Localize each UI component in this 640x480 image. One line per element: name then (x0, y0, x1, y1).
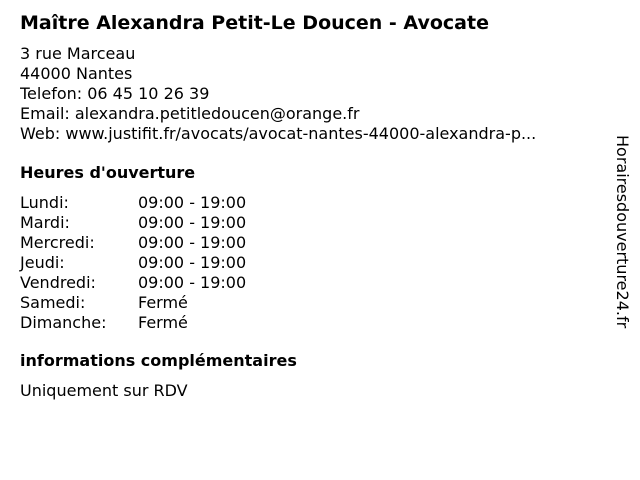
business-title: Maître Alexandra Petit-Le Doucen - Avocate (20, 12, 489, 34)
hours-row-thursday (20, 253, 600, 273)
day-label: Jeudi: (20, 253, 65, 272)
day-label: Mercredi: (20, 233, 95, 252)
website-url: Web: www.justifit.fr/avocats/avocat-nantes-44000-alexandra-p... (20, 124, 537, 143)
day-label: Dimanche: (20, 313, 107, 332)
time-value: 09:00 - 19:00 (138, 253, 247, 272)
day-label: Lundi: (20, 193, 69, 212)
hours-row-monday (20, 193, 600, 213)
time-value: 09:00 - 19:00 (138, 213, 247, 232)
phone-number: Telefon: 06 45 10 26 39 (20, 84, 210, 103)
hours-row-friday (20, 273, 600, 293)
opening-hours-table (20, 193, 600, 333)
time-value: 09:00 - 19:00 (138, 233, 247, 252)
info-heading: informations complémentaires (20, 351, 297, 370)
site-watermark: Horairesdouverture24.fr (613, 135, 632, 329)
time-value: 09:00 - 19:00 (138, 193, 247, 212)
day-label: Mardi: (20, 213, 70, 232)
business-card (20, 10, 600, 401)
time-value: Fermé (138, 293, 188, 312)
day-label: Vendredi: (20, 273, 96, 292)
address-city: 44000 Nantes (20, 64, 133, 83)
address-street: 3 rue Marceau (20, 44, 136, 63)
hours-row-tuesday (20, 213, 600, 233)
hours-row-wednesday (20, 233, 600, 253)
contact-block (20, 44, 600, 144)
hours-row-saturday (20, 293, 600, 313)
time-value: 09:00 - 19:00 (138, 273, 247, 292)
day-label: Samedi: (20, 293, 86, 312)
hours-heading: Heures d'ouverture (20, 163, 196, 182)
email-address: Email: alexandra.petitledoucen@orange.fr (20, 104, 360, 123)
info-text: Uniquement sur RDV (20, 381, 188, 400)
time-value: Fermé (138, 313, 188, 332)
hours-row-sunday (20, 313, 600, 333)
